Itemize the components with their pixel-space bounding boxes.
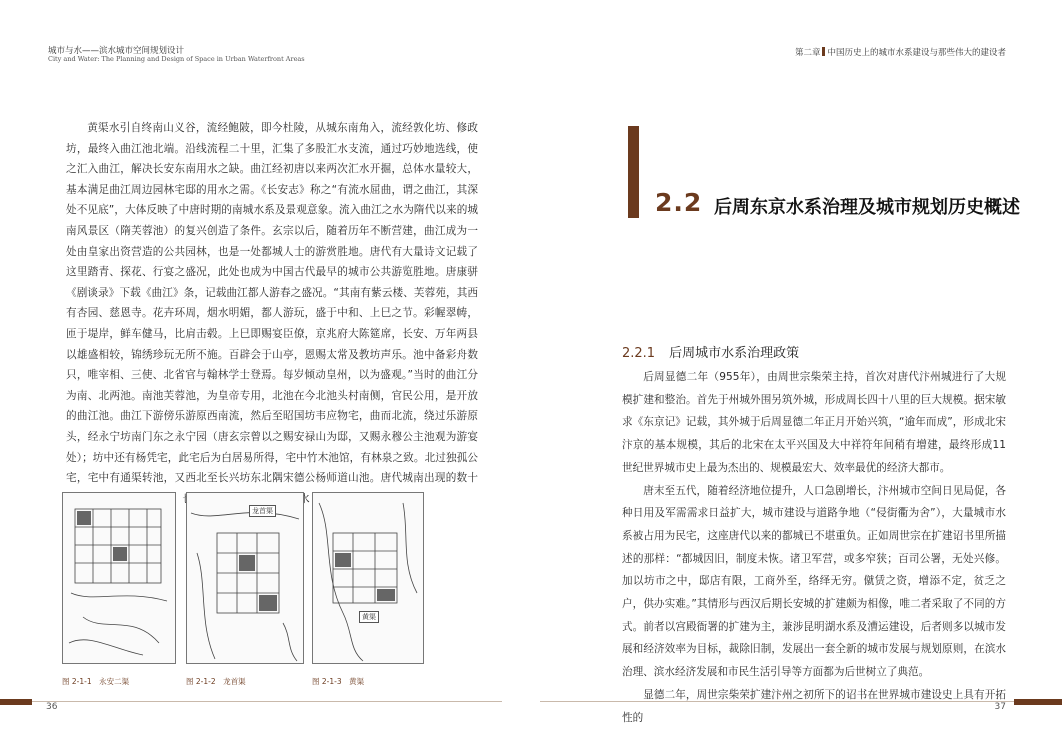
right-paragraph-1: 后周显德二年（955年），由周世宗柴荣主持，首次对唐代汴州城进行了大规模扩建和整治。首先于州城外围另筑外城，形成周长四十八里的巨大规模。据宋敏求《东京记》记载，其外城于后周显德二年正月开始兴筑，“逾年而成”，形成北宋汴京的基本规模，其后的北宋在太平兴国及大中祥符年间稍有增建，最终形成11世纪世界城市史上最为杰出的、规模最宏大、效率最优的经济大都市。: [622, 371, 1006, 474]
header-book-subtitle: City and Water: The Planning and Design of Space in Urban Waterfront Areas: [48, 55, 305, 63]
page-number-left: 36: [46, 702, 58, 712]
right-paragraph-3: 显德二年，周世宗柴荣扩建汴州之初所下的诏书在世界城市建设史上具有开拓性的: [622, 688, 1006, 724]
footer-accent-right: [1014, 699, 1062, 705]
header-chapter-title: 中国历史上的城市水系建设与那些伟大的建设者: [827, 48, 1006, 58]
header-book-title: 城市与水——滨水城市空间规划设计: [48, 46, 185, 56]
figure-caption-2: 图 2-1-2 龙首渠: [186, 677, 246, 686]
figure-map-2: [186, 492, 304, 664]
left-page-body: [66, 118, 478, 509]
subsection-heading: [622, 342, 799, 361]
footer-accent-left: [0, 699, 32, 705]
subsection-title: 后周城市水系治理政策: [669, 346, 800, 361]
subsection-number: 2.2.1: [622, 346, 656, 361]
header-chapter: [795, 46, 1006, 58]
map-3-drawing: [313, 493, 423, 663]
map-2-label: 龙首渠: [249, 505, 276, 517]
figure-map-1: [62, 492, 176, 664]
section-accent-bar: [628, 126, 639, 218]
section-title: 后周东京水系治理及城市规划历史概述: [714, 197, 1020, 218]
footer-rule-left: [32, 701, 502, 702]
map-2-drawing: [187, 493, 303, 663]
section-number: 2.2: [655, 188, 703, 217]
right-paragraph-2: 唐末至五代，随着经济地位提升，人口急剧增长，汴州城市空间日见局促，各种日用及军需需求日益扩大，城市建设与道路争地（“侵街衢为舍”），大量城市水系被占用为民宅，这座唐代以来的都城已不堪重负。正如周世宗在扩建诏书里所描述的那样：“都城因旧，制度未恢。诸卫军营，或多窄狭；百司公署，无处兴修。加以坊市之中，邸店有限，工商外至，络绎无穷。僦赁之资，增添不定，贫乏之户，供办实难。”其情形与西汉后期长安城的扩建颇为相像，唯二者采取了不同的方式。前者以宫殿衙署的扩建为主，兼涉昆明湖水系及漕运建设，后者则多以城市发展和经济效率为目标，裁除旧制，发展出一套全新的城市发展与规划原则，在滨水治理、滨水经济发展和市民生活引导等方面都为后世树立了典范。: [622, 484, 1006, 679]
figure-map-3: [312, 492, 424, 664]
left-paragraph: 黄渠水引自终南山义谷，流经鲍陂，即今杜陵，从城东南角入，流经敦化坊、修政坊，最终入曲江池北端。沿线流程二十里，汇集了多股汇水支流，通过巧妙地选线，使之汇入曲江，解决长安东南用水之缺。曲江经初唐以来两次汇水开掘，总体水量较大，基本满足曲江周边园林宅邸的用水之需。《长安志》称之“有流水屈曲，谓之曲江，其深处不见底”，大体反映了中唐时期的南城水系及景观意象。流入曲江之水为隋代以来的城南风景区（隋芙蓉池）的复兴创造了条件。玄宗以后，随着历年不断营建，曲江成为一处由皇家出资营造的公共园林，也是一处都城人士的游赏胜地。唐代有大量诗文记载了这里踏青、探花、行宴之盛况，此处也成为中国古代最早的城市公共游览胜地。唐康骈《剧谈录》下载《曲江》条，记载曲江都人游春之盛况。“其南有紫云楼、芙蓉苑，其西有杏园、慈恩寺。花卉环周，烟水明媚，都人游玩，盛于中和、上巳之节。彩幄翠帱，匝于堤岸，鲜车健马，比肩击毂。上巳即赐宴臣僚，京兆府大陈筵席，长安、万年两县以雄盛相较，锦绣珍玩无所不施。百辟会于山亭，恩赐太常及教坊声乐。池中备彩舟数只，唯宰相、三使、北省官与翰林学士登焉。每岁倾动皇州，以为盛观。”当时的曲江分为南、北两池。南池芙蓉池，为皇帝专用，北池在今北池头村南侧，官民公用，是开放的曲江池。曲江下游傍乐游原西南流，然后至昭国坊韦应物宅，曲而北流，绕过乐游原头，经永宁坊南门东之永宁园（唐玄宗曾以之赐安禄山为邸，又赐永穆公主池观为游宴处）；坊中还有杨凭宅，此宅后为白居易所得，宅中竹木池馆，有林泉之致。北过独孤公宅，宅中有通渠转池，又西北至长兴坊东北隅宋德公杨师道山池。唐代城南出现的数十 ， 处引水（图2: [66, 122, 478, 505]
right-page-body: [622, 366, 1006, 729]
figure-caption-1: 图 2-1-1 永安二渠: [62, 677, 130, 686]
map-1-drawing: [63, 493, 175, 663]
footer-rule-right: [540, 701, 1014, 702]
figure-caption-3: 图 2-1-3 黄渠: [312, 677, 365, 686]
header-chapter-prefix: 第二章: [794, 48, 821, 58]
map-3-label: 黄渠: [359, 611, 379, 623]
page-number-right: 37: [994, 702, 1006, 712]
header-divider-bar: [822, 47, 825, 56]
